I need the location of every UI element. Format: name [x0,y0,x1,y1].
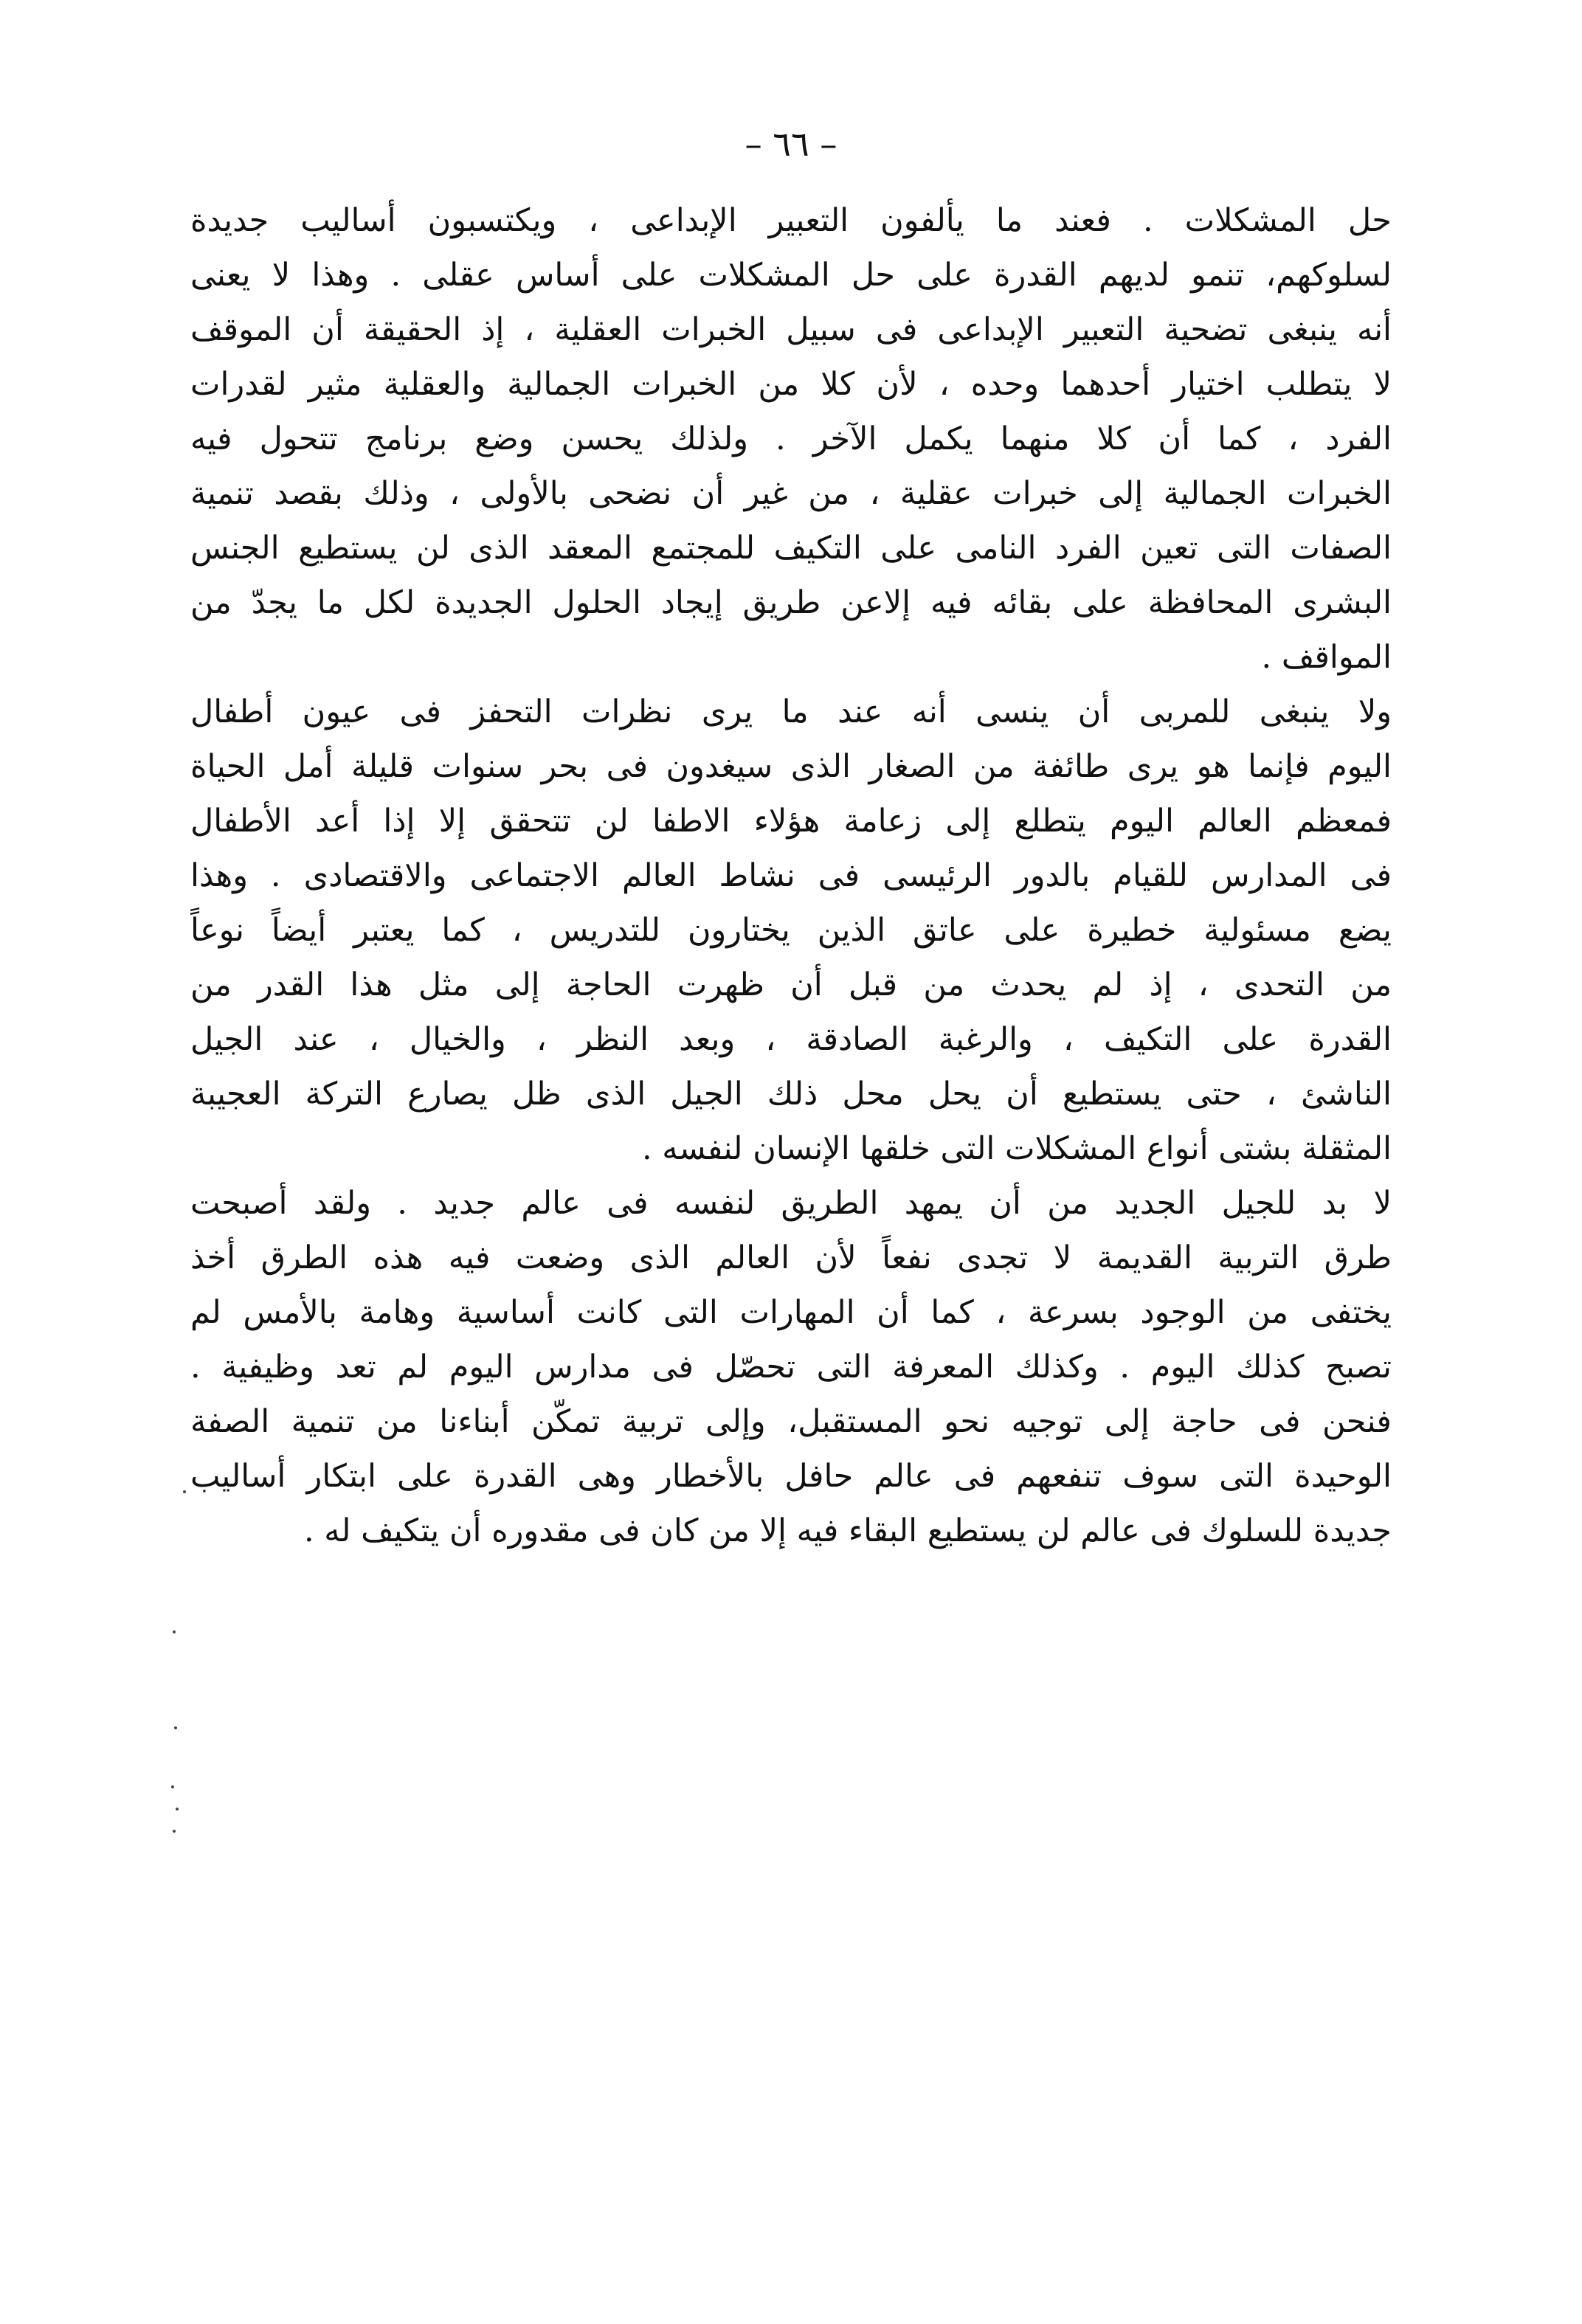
scan-specks [168,1490,190,1859]
text-line: أنه ينبغى تضحية التعبير الإبداعى فى سبيل الخبرات العقلية ، إذ الحقيقة أن الموقف [190,311,1392,348]
text-line: الصفات التى تعين الفرد النامى على التكيف للمجتمع المعقد الذى لن يستطيع الجنس [190,530,1392,567]
text-line: حل المشكلات . فعند ما يألفون التعبير الإبداعى ، ويكتسبون أساليب جديدة [190,202,1392,239]
text-line: تصبح كذلك اليوم . وكذلك المعرفة التى تحصّل فى مدارس اليوم لم تعد وظيفية . [190,1349,1392,1386]
text-line: الناشئ ، حتى يستطيع أن يحل محل ذلك الجيل الذى ظل يصارع التركة العجيبة [190,1076,1392,1113]
text-line: يختفى من الوجود بسرعة ، كما أن المهارات التى كانت أساسية وهامة بالأمس لم [190,1294,1392,1331]
text-line: طرق التربية القديمة لا تجدى نفعاً لأن العالم الذى وضعت فيه هذه الطرق أخذ [190,1239,1392,1276]
text-line: الوحيدة التى سوف تنفعهم فى عالم حافل بالأخطار وهى القدرة على ابتكار أساليب [190,1458,1392,1495]
text-line: من التحدى ، إذ لم يحدث من قبل أن ظهرت الحاجة إلى مثل هذا القدر من [190,966,1392,1003]
text-line: الفرد ، كما أن كلا منهما يكمل الآخر . ولذلك يحسن وضع برنامج تتحول فيه [190,421,1392,457]
body-text [190,193,1392,1558]
text-line: ولا ينبغى للمربى أن ينسى أنه عند ما يرى نظرات التحفز فى عيون أطفال [190,694,1392,730]
paragraph-2 [190,685,1392,1176]
scan-speck [171,1785,174,1788]
text-line: لا يتطلب اختيار أحدهما وحده ، لأن كلا من الخبرات الجمالية والعقلية مثير لقدرات [190,366,1392,403]
text-line: لا بد للجيل الجديد من أن يمهد الطريق لنفسه فى عالم جديد . ولقد أصبحت [190,1185,1392,1222]
text-line: فمعظم العالم اليوم يتطلع إلى زعامة هؤلاء الاطفا لن تتحقق إلا إذا أعد الأطفال [190,803,1392,840]
text-line: جديدة للسلوك فى عالم لن يستطيع البقاء فيه إلا من كان فى مقدوره أن يتكيف له . [303,1512,1392,1549]
scan-speck [176,1808,179,1811]
text-line: الخبرات الجمالية إلى خبرات عقلية ، من غير أن نضحى بالأولى ، وذلك بقصد تنمية [190,475,1392,512]
scan-speck [173,1830,176,1833]
text-line: لسلوكهم، تنمو لديهم القدرة على حل المشكلات على أساس عقلى . وهذا لا يعنى [190,257,1392,294]
page-number: – ٦٦ – [745,124,837,164]
text-line: البشرى المحافظة على بقائه فيه إلاعن طريق إيجاد الحلول الجديدة لكل ما يجدّ من [190,584,1392,621]
text-line: فنحن فى حاجة إلى توجيه نحو المستقبل، وإلى تربية تمكّن أبناءنا من تنمية الصفة [190,1403,1392,1440]
text-line: القدرة على التكيف ، والرغبة الصادقة ، وبعد النظر ، والخيال ، عند الجيل [190,1021,1392,1058]
text-line: المثقلة بشتى أنواع المشكلات التى خلقها الإنسان لنفسه . [641,1130,1392,1167]
text-line: المواقف . [1261,639,1392,676]
scan-speck [173,1630,176,1633]
scan-speck [174,1726,177,1729]
paragraph-3 [190,1176,1392,1558]
text-line: يضع مسئولية خطيرة على عاتق الذين يختارون للتدريس ، كما يعتبر أيضاً نوعاً [190,912,1392,949]
text-line: فى المدارس للقيام بالدور الرئيسى فى نشاط العالم الاجتماعى والاقتصادى . وهذا [190,857,1392,894]
text-line: اليوم فإنما هو يرى طائفة من الصغار الذى سيغدون فى بحر سنوات قليلة أمل الحياة [190,748,1392,785]
paragraph-1 [190,193,1392,685]
scan-speck [183,1490,186,1493]
